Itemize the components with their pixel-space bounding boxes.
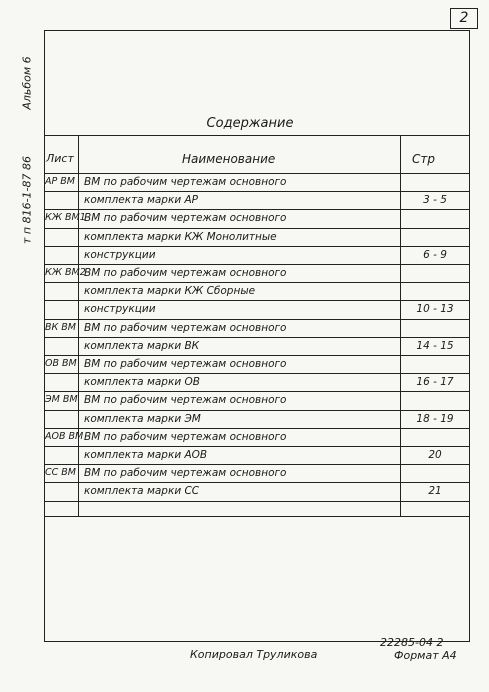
header-name: Наименование <box>182 152 276 166</box>
table-row <box>44 209 470 227</box>
row-page: 16 - 17 <box>416 376 454 389</box>
table-row <box>44 428 470 446</box>
sheet-number: 2 <box>459 10 469 26</box>
row-name: комплекта марки ВК <box>84 339 200 352</box>
copied-by: Копировал Труликова <box>190 648 318 661</box>
table-row <box>44 446 470 464</box>
table-row <box>44 246 470 264</box>
table-row <box>44 228 470 246</box>
contents-table <box>44 135 470 517</box>
table-row <box>44 264 470 282</box>
table-row <box>44 482 470 500</box>
row-sheet-code: КЖ ВМ1 <box>45 212 86 224</box>
row-sheet-code: АР ВМ <box>45 176 75 187</box>
row-page: 6 - 9 <box>423 248 447 261</box>
row-name: комплекта марки ЭМ <box>84 412 201 425</box>
header-sheet: Лист <box>46 152 74 165</box>
row-name: ВМ по рабочим чертежам основного <box>84 267 287 279</box>
header-page: Стр <box>412 152 435 166</box>
row-page: 10 - 13 <box>416 303 454 316</box>
row-name: комплекта марки СС <box>84 485 200 498</box>
row-name: ВМ по рабочим чертежам основного <box>84 430 287 443</box>
album-label-box <box>16 48 38 118</box>
row-sheet-code: ЭМ ВМ <box>45 394 78 406</box>
row-name: конструкции <box>84 303 156 316</box>
row-name: комплекта марки АОВ <box>84 449 208 461</box>
table-row <box>44 410 470 428</box>
table-row <box>44 337 470 355</box>
row-name: комплекта марки АР <box>84 194 198 207</box>
row-sheet-code: ВК ВМ <box>45 321 76 333</box>
table-row <box>44 373 470 391</box>
row-name: ВМ по рабочим чертежам основного <box>84 176 287 188</box>
series-label-box <box>16 125 38 275</box>
table-row <box>44 191 470 209</box>
series-label: т п 816-1-87 86 <box>20 155 34 245</box>
table-row <box>44 282 470 300</box>
row-sheet-code: АОВ ВМ <box>45 430 84 442</box>
page-title: Содержание <box>206 116 294 131</box>
row-page: 20 <box>428 449 442 461</box>
row-name: ВМ по рабочим чертежам основного <box>84 212 287 225</box>
document-code: 22285-04 2 <box>380 636 444 649</box>
row-sheet-code: ОВ ВМ <box>45 358 77 369</box>
row-page: 18 - 19 <box>416 412 454 425</box>
table-row <box>44 300 470 318</box>
table-row <box>44 391 470 409</box>
row-page: 21 <box>428 485 442 498</box>
row-name: ВМ по рабочим чертежам основного <box>84 321 287 334</box>
row-sheet-code: СС ВМ <box>45 467 77 479</box>
table-row <box>44 501 470 519</box>
row-name: комплекта марки КЖ Монолитные <box>84 230 277 243</box>
paper-format: Формат А4 <box>394 649 457 662</box>
sheet-number-box <box>450 8 478 29</box>
row-name: ВМ по рабочим чертежам основного <box>84 394 287 407</box>
table-row <box>44 173 470 191</box>
row-page: 3 - 5 <box>423 194 447 207</box>
table-row <box>44 464 470 482</box>
row-name: конструкции <box>84 248 156 261</box>
row-sheet-code: КЖ ВМ2 <box>45 267 86 278</box>
row-name: комплекта марки КЖ Сборные <box>84 285 256 298</box>
row-name: ВМ по рабочим чертежам основного <box>84 358 287 370</box>
row-page: 14 - 15 <box>416 339 454 352</box>
table-row <box>44 355 470 373</box>
album-label: Альбом 6 <box>20 56 34 110</box>
table-row <box>44 319 470 337</box>
row-name: комплекта марки ОВ <box>84 376 200 389</box>
row-name: ВМ по рабочим чертежам основного <box>84 467 287 480</box>
